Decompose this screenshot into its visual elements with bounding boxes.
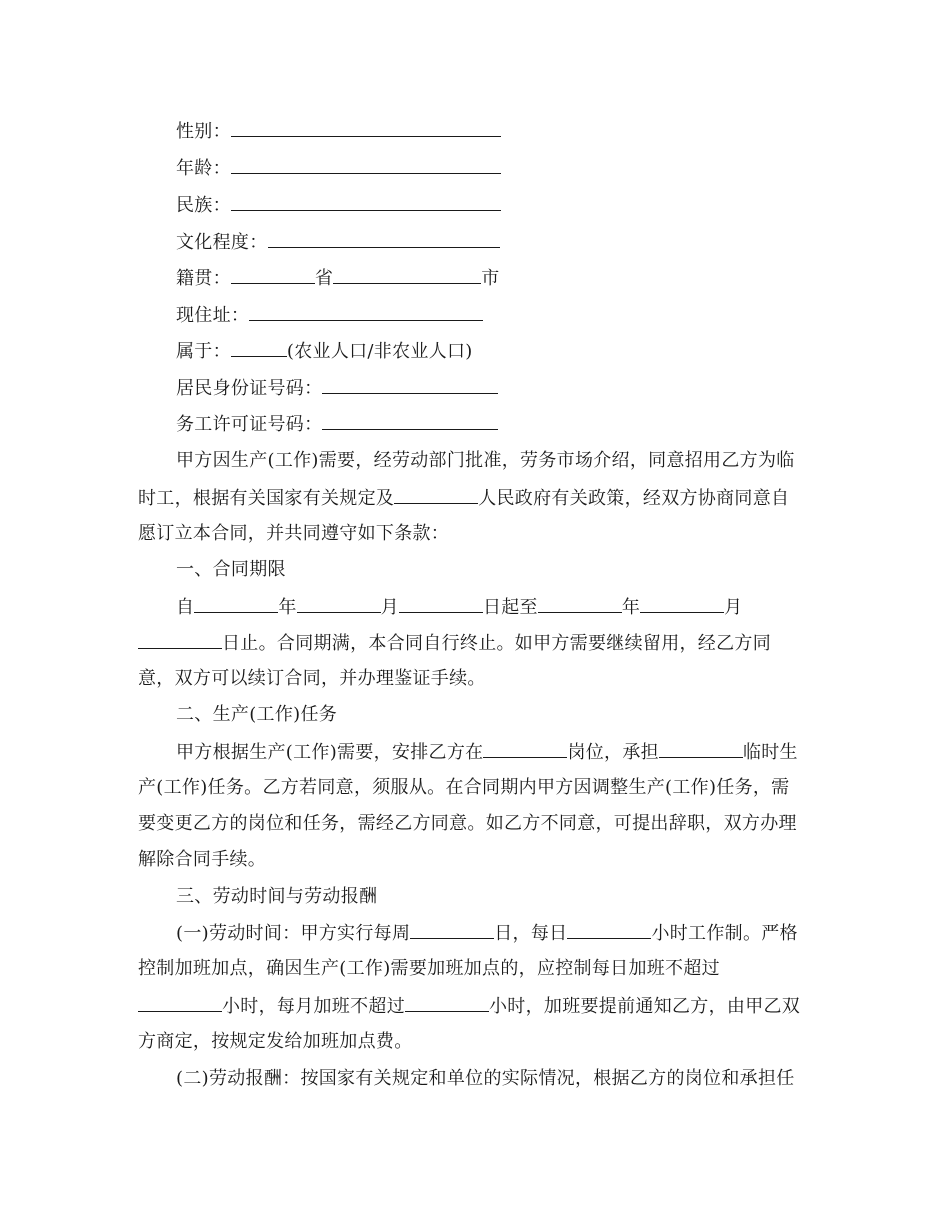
address-label: 现住址： (176, 305, 250, 326)
s3-p1-l1-a: (一)劳动时间：甲方实行每周 (176, 923, 411, 944)
native-place-field (176, 266, 500, 291)
s2-l1-b: 岗位，承担 (567, 742, 659, 763)
education-label: 文化程度： (176, 232, 268, 253)
belongs-label: 属于： (176, 341, 231, 362)
intro-line-2 (138, 486, 789, 511)
government-blank (394, 486, 478, 504)
start-month-blank (297, 595, 381, 613)
s1-year-label: 年 (278, 597, 297, 618)
task-blank (659, 740, 743, 758)
s3-p1-l1-c: 小时工作制。严格 (651, 923, 798, 944)
section-3-p1-line-1 (176, 921, 798, 946)
s3-p1-l3-a: 小时，每月加班不超过 (222, 996, 405, 1017)
section-3-p1-line-2: 控制加班加点，确因生产(工作)需要加班加点的，应控制每日加班不超过 (138, 958, 720, 979)
section-1-line-3: 意，双方可以续订合同，并办理鉴证手续。 (138, 668, 486, 689)
section-3-p1-line-4: 方商定，按规定发给加班加点费。 (138, 1031, 413, 1052)
ethnicity-label: 民族： (176, 195, 231, 216)
id-number-blank (322, 376, 498, 394)
s3-p1-l3-b: 小时，加班要提前通知乙方，由甲乙双 (489, 996, 801, 1017)
s1-day-to-label: 日起至 (482, 597, 538, 618)
gender-field (176, 119, 501, 144)
section-2-line-2: 产(工作)任务。乙方若同意，须服从。在合同期内甲方因调整生产(工作)任务，需 (138, 777, 790, 798)
daily-overtime-blank (138, 994, 222, 1012)
intro-line-2-b: 人民政府有关政策，经双方协商同意自 (478, 488, 790, 509)
s1-month-label: 月 (380, 597, 399, 618)
end-month-blank (640, 595, 724, 613)
work-permit-label: 务工许可证号码： (176, 414, 323, 435)
intro-line-1: 甲方因生产(工作)需要，经劳动部门批准，劳务市场介绍，同意招用乙方为临 (176, 450, 795, 471)
s1-zi: 自 (176, 597, 195, 618)
work-permit-blank (322, 412, 498, 430)
age-field (176, 156, 501, 181)
province-blank (231, 266, 315, 284)
section-2-line-4: 解除合同手续。 (138, 849, 267, 870)
intro-line-3: 愿订立本合同，并共同遵守如下条款： (138, 523, 450, 544)
hours-per-day-blank (567, 921, 651, 939)
section-2-line-3: 要变更乙方的岗位和任务，需经乙方同意。如乙方不同意，可提出辞职，双方办理 (138, 813, 797, 834)
age-label: 年龄： (176, 158, 231, 179)
education-field (176, 230, 500, 255)
section-1-title: 一、合同期限 (176, 559, 286, 580)
start-day-blank (399, 595, 483, 613)
gender-label: 性别： (176, 121, 231, 142)
section-3-p1-line-3 (138, 994, 800, 1019)
id-number-field (176, 376, 498, 401)
city-blank (333, 266, 481, 284)
age-blank (231, 156, 501, 174)
gender-blank (231, 119, 501, 137)
s1-l2-text: 日止。合同期满，本合同自行终止。如甲方需要继续留用，经乙方同 (222, 633, 771, 654)
address-blank (249, 303, 483, 321)
work-permit-field (176, 412, 498, 437)
section-3-p2-line-1: (二)劳动报酬：按国家有关规定和单位的实际情况，根据乙方的岗位和承担任 (176, 1068, 795, 1089)
address-field (176, 303, 483, 328)
province-label: 省 (314, 268, 334, 289)
belongs-options: (农业人口/非农业人口) (286, 341, 473, 362)
ethnicity-field (176, 193, 501, 218)
monthly-overtime-blank (405, 994, 489, 1012)
section-2-line-1 (176, 740, 798, 765)
s2-l1-a: 甲方根据生产(工作)需要，安排乙方在 (176, 742, 484, 763)
native-place-label: 籍贯： (176, 268, 231, 289)
section-2-title: 二、生产(工作)任务 (176, 704, 338, 725)
ethnicity-blank (231, 193, 501, 211)
belongs-field (176, 339, 473, 364)
intro-line-2-a: 时工，根据有关国家有关规定及 (138, 488, 395, 509)
s1-year2-label: 年 (621, 597, 641, 618)
belongs-blank (231, 339, 287, 357)
position-blank (483, 740, 567, 758)
end-year-blank (538, 595, 622, 613)
start-year-blank (194, 595, 278, 613)
section-3-title: 三、劳动时间与劳动报酬 (176, 886, 378, 907)
end-day-blank (138, 631, 222, 649)
s2-l1-c: 临时生 (742, 742, 798, 763)
section-1-line-2 (138, 631, 771, 656)
s3-p1-l1-b: 日，每日 (494, 923, 568, 944)
days-per-week-blank (410, 921, 494, 939)
education-blank (268, 230, 500, 248)
city-label: 市 (481, 268, 500, 289)
id-number-label: 居民身份证号码： (176, 378, 323, 399)
section-1-line-1 (176, 595, 742, 620)
s1-month2-label: 月 (724, 597, 743, 618)
